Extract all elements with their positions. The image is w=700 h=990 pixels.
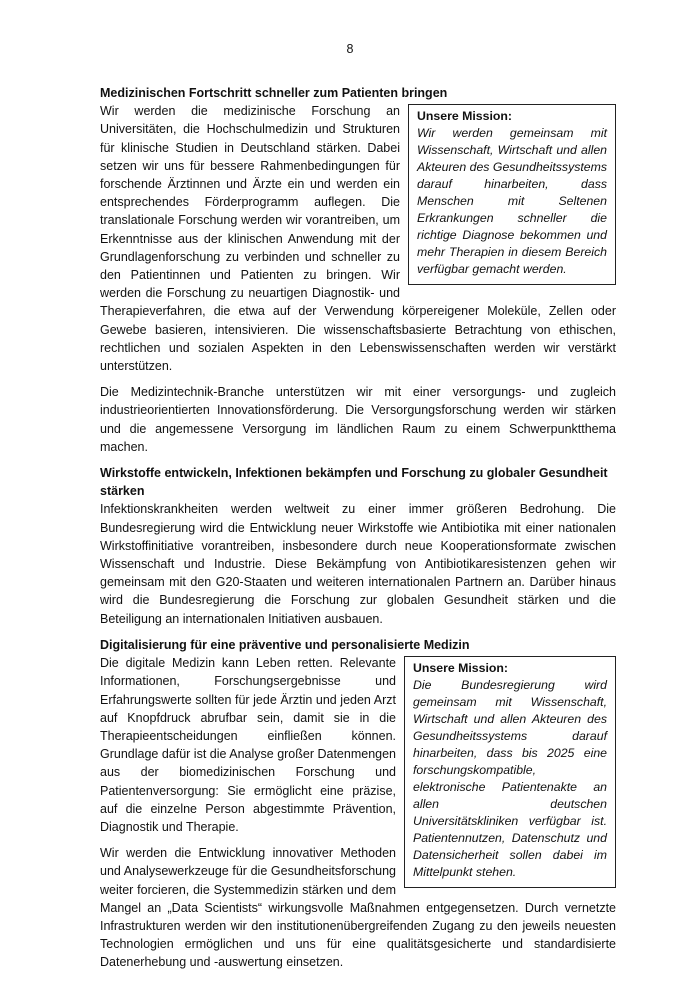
section-body-medical-progress	[100, 102, 616, 375]
paragraph: Die digitale Medizin kann Leben retten. Relevante Informationen, Forschungsergebnisse und Erfahrungswerte sollten für jede Ärztin und jeden Arzt auf Knopfdruck abrufbar sein, damit sie in die Therapieentscheidungen einfließen können. Grundlage dafür ist die Analyse großer Datenmengen aus der biomedizinischen Forschung und Patientenversorgung: Sie ermöglicht eine präzise, auf die einzelne Person abgestimmte Prävention, Diagnostik und Therapie.	[100, 656, 397, 834]
section-heading-digitalisation: Digitalisierung für eine präventive und personalisierte Medizin	[100, 637, 470, 652]
mission-box-title: Unsere Mission:	[417, 109, 512, 124]
section-heading-active-substances: Wirkstoffe entwickeln, Infektionen bekämpfen und Forschung zu globaler Gesundheit stärken	[100, 466, 608, 499]
paragraph: Infektionskrankheiten werden weltweit zu einer immer größeren Bedrohung. Die Bundesregierung wird die Entwicklung neuer Wirkstoffe wie Antibiotika mit einer nationalen Wirkstoffinitiative vorantreiben, insbesondere durch neue Kooperationsformate zwischen Wissenschaft und Industrie. Diese Bekämpfung von Antibiotikaresistenzen gehen wir gemeinsam mit den G20-Staaten und weiteren internationalen Partnern an. Darüber hinaus wird die Bundesregierung die Forschung zur globalen Gesundheit stärken und die Beteiligung an internationalen Initiativen ausbauen.	[100, 502, 616, 626]
mission-box	[404, 656, 616, 888]
mission-box-text: Die Bundesregierung wird gemeinsam mit Wissenschaft, Wirtschaft und allen Akteuren des Gesundheitssystems darauf hinarbeiten, dass bis 2025 eine forschungskompatible, elektronische Patientenakte an allen deutschen Universitätskliniken verfügbar ist. Patientennutzen, Datenschutz und Datensicherheit sollen dabei im Mittelpunkt stehen.	[413, 678, 607, 880]
mission-box	[408, 104, 616, 285]
document-body	[100, 84, 616, 972]
section-heading-medical-progress: Medizinischen Fortschritt schneller zum Patienten bringen	[100, 86, 448, 100]
page-number: 8	[346, 42, 354, 56]
paragraph: Die Medizintechnik-Branche unterstützen wir mit einer versorgungs- und zugleich industrieorientierten Innovationsförderung. Die Versorgungsforschung werden wir stärken und die angemessene Versorgung im ländlichen Raum zu einem Schwerpunktthema machen.	[100, 385, 616, 454]
paragraph: Wir werden die Entwicklung innovativer Methoden und Analysewerkzeuge für die Gesundheitsforschung weiter forcieren, die Systemmedizin stärken und dem Mangel an „Data Scientists“ wirkungsvolle Maßnahmen entgegensetzen. Durch vernetzte Infrastrukturen werden wir den institutionenübergreifenden Zugang zu den jeweils neuesten Technologien ermöglichen und uns für eine qualitätsgesicherte und standardisierte Datenerhebung und -auswertung einsetzen.	[100, 846, 616, 970]
mission-box-text: Wir werden gemeinsam mit Wissenschaft, Wirtschaft und allen Akteuren des Gesundheitssystems darauf hinarbeiten, dass Menschen mit Seltenen Erkrankungen schneller die richtige Diagnose bekommen und mehr Therapien in diesem Bereich verfügbar gemacht werden.	[417, 126, 608, 277]
paragraph	[100, 102, 616, 375]
mission-box-title: Unsere Mission:	[413, 661, 508, 676]
section-body-digitalisation	[100, 654, 616, 971]
paragraph-text: Wir werden die medizinische Forschung an Universitäten, die Hochschulmedizin und Strukturen für klinische Studien in Deutschland stärken. Dabei setzen wir uns für bessere Rahmenbedingungen für forschende Ärztinnen und Ärzte ein und werden ein entsprechendes Förderprogramm auflegen. Die translationale Forschung werden wir vorantreiben, um Erkenntnisse aus der klinischen Anwendung mit der Grundlagenforschung zu verbinden und schneller zu den Patientinnen und Patienten zu bringen. Wir werden die Forschung zu neuartigen Diagnostik- und Therapieverfahren, die etwa auf der Verwendung körpereigener Moleküle, Zellen oder Gewebe basieren, intensivieren. Die wissenschaftsbasierte Betrachtung von ethischen, rechtlichen und sozialen Aspekten in den Lebenswissenschaften werden wir verstärkt unterstützen.	[100, 104, 616, 374]
